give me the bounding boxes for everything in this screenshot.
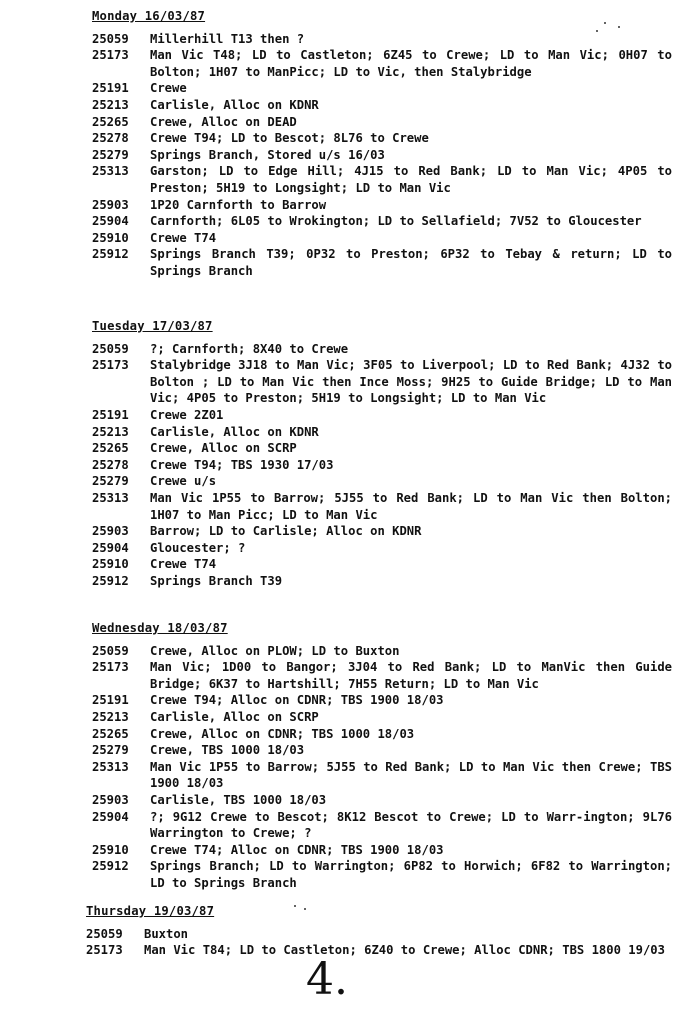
movement-text: Crewe, Alloc on DEAD (150, 114, 297, 129)
list-item (92, 556, 672, 573)
movement-text: Carlisle, TBS 1000 18/03 (150, 792, 327, 807)
list-item (92, 792, 672, 809)
list-item (92, 147, 672, 164)
list-item (92, 457, 672, 474)
movement-text: Crewe T74; Alloc on CDNR; TBS 1900 18/03 (150, 842, 444, 857)
list-item (92, 523, 672, 540)
list-item (92, 742, 672, 759)
movement-text: Crewe T94; TBS 1930 17/03 (150, 457, 334, 472)
movement-text: Buxton (144, 926, 189, 941)
list-item (92, 163, 672, 196)
loco-number: 25213 (92, 97, 129, 112)
list-item (92, 424, 672, 441)
loco-number: 25173 (92, 660, 129, 675)
list-item (92, 692, 672, 709)
loco-number: 25191 (92, 693, 129, 708)
movement-text: Barrow; LD to Carlisle; Alloc on KDNR (150, 524, 422, 539)
movement-text: Carlisle, Alloc on KDNR (150, 424, 319, 439)
list-item (92, 114, 672, 131)
movement-text: Garston; LD to Edge Hill; 4J15 to Red Bank; LD to Man Vic; 4P05 to Preston; 5H19 to Longsight; LD to Man Vic (150, 164, 672, 195)
list-item (92, 540, 672, 557)
day-heading: Monday 16/03/87 (92, 9, 206, 23)
loco-number: 25903 (92, 197, 129, 212)
list-item (86, 926, 666, 943)
loco-number: 25059 (92, 31, 129, 46)
loco-number: 25912 (92, 247, 129, 262)
day-heading: Tuesday 17/03/87 (92, 319, 213, 333)
movement-text: Man Vic T48; LD to Castleton; 6Z45 to Crewe; LD to Man Vic; 0H07 to Bolton; 1H07 to ManPicc; LD to Vic, then Stalybridge (150, 48, 672, 79)
list-item (92, 709, 672, 726)
loco-number: 25910 (92, 557, 129, 572)
day-section-tuesday (92, 318, 672, 590)
movement-text: Crewe, Alloc on CDNR; TBS 1000 18/03 (150, 726, 415, 741)
movement-text: Crewe T94; LD to Bescot; 8L76 to Crewe (150, 131, 429, 146)
loco-number: 25213 (92, 424, 129, 439)
movement-text: Crewe, TBS 1000 18/03 (150, 743, 305, 758)
scan-speck (596, 30, 598, 32)
loco-number: 25912 (92, 859, 129, 874)
loco-number: 25904 (92, 214, 129, 229)
movement-text: Crewe, Alloc on SCRP (150, 441, 297, 456)
loco-number: 25910 (92, 842, 129, 857)
movement-text: Crewe T74 (150, 557, 217, 572)
loco-number: 25313 (92, 164, 129, 179)
loco-number: 25059 (92, 643, 129, 658)
loco-number: 25173 (86, 943, 123, 958)
movement-text: Crewe 2Z01 (150, 407, 224, 422)
scan-speck (304, 908, 306, 910)
list-item (92, 197, 672, 214)
movement-text: Man Vic T84; LD to Castleton; 6Z40 to Crewe; Alloc CDNR; TBS 1800 19/03 (144, 943, 665, 958)
list-item (92, 230, 672, 247)
movement-text: Crewe T74 (150, 230, 217, 245)
list-item (92, 31, 672, 48)
list-item (92, 80, 672, 97)
list-item (92, 407, 672, 424)
day-section-wednesday (92, 620, 672, 892)
movement-text: Crewe (150, 81, 187, 96)
movement-text: 1P20 Carnforth to Barrow (150, 197, 327, 212)
list-item (92, 341, 672, 358)
loco-number: 25278 (92, 457, 129, 472)
page-number: 4. (306, 954, 348, 1005)
loco-number: 25265 (92, 726, 129, 741)
loco-number: 25910 (92, 230, 129, 245)
movement-text: Springs Branch T39 (150, 573, 283, 588)
loco-number: 25278 (92, 131, 129, 146)
list-item (92, 490, 672, 523)
scan-speck (604, 22, 606, 24)
movement-text: Carlisle, Alloc on SCRP (150, 709, 319, 724)
loco-number: 25213 (92, 709, 129, 724)
list-item (92, 473, 672, 490)
day-heading: Thursday 19/03/87 (86, 904, 215, 918)
loco-number: 25173 (92, 48, 129, 63)
scan-speck (294, 905, 296, 907)
movement-text: Gloucester; ? (150, 540, 246, 555)
list-item (92, 659, 672, 692)
movement-text: ?; Carnforth; 8X40 to Crewe (150, 341, 349, 356)
day-heading: Wednesday 18/03/87 (92, 621, 228, 635)
movement-text: ?; 9G12 Crewe to Bescot; 8K12 Bescot to Crewe; LD to Warr-ington; 9L76 Warrington to Crewe; ? (150, 809, 672, 841)
loco-number: 25191 (92, 407, 129, 422)
list-item (92, 726, 672, 743)
list-item (92, 573, 672, 590)
loco-number: 25903 (92, 792, 129, 807)
list-item (92, 357, 672, 407)
movement-text: Stalybridge 3J18 to Man Vic; 3F05 to Liverpool; LD to Red Bank; 4J32 to Bolton ; LD to Man Vic then Ince Moss; 9H25 to Guide Bridge; LD to Man Vic; 4P05 to Preston; 5H19 to Longsight; LD to Man Vic (150, 358, 672, 406)
loco-number: 25904 (92, 540, 129, 555)
loco-number: 25279 (92, 743, 129, 758)
list-item (92, 130, 672, 147)
loco-number: 25059 (92, 341, 129, 356)
movement-text: Springs Branch; LD to Warrington; 6P82 to Horwich; 6F82 to Warrington; LD to Springs Branch (150, 859, 672, 890)
loco-number: 25265 (92, 441, 129, 456)
list-item (92, 47, 672, 80)
list-item (92, 842, 672, 859)
loco-number: 25313 (92, 490, 129, 505)
list-item (92, 759, 672, 792)
day-section-thursday (86, 903, 666, 959)
loco-number: 25173 (92, 358, 129, 373)
movement-text: Man Vic; 1D00 to Bangor; 3J04 to Red Bank; LD to ManVic then Guide Bridge; 6K37 to Hartshill; 7H55 Return; LD to Man Vic (150, 660, 672, 691)
day-section-monday (92, 8, 672, 280)
loco-number: 25904 (92, 809, 129, 824)
movement-text: Springs Branch T39; 0P32 to Preston; 6P32 to Tebay & return; LD to Springs Branch (150, 247, 672, 278)
movement-text: Springs Branch, Stored u/s 16/03 (150, 147, 385, 162)
loco-number: 25903 (92, 524, 129, 539)
movement-text: Crewe, Alloc on PLOW; LD to Buxton (150, 643, 400, 658)
movement-text: Man Vic 1P55 to Barrow; 5J55 to Red Bank; LD to Man Vic then Bolton; 1H07 to Man Picc; LD to Man Vic (150, 490, 672, 522)
list-item (86, 942, 666, 959)
list-item (92, 246, 672, 279)
loco-number: 25912 (92, 573, 129, 588)
loco-number: 25279 (92, 474, 129, 489)
loco-number: 25265 (92, 114, 129, 129)
scan-speck (618, 26, 620, 28)
loco-number: 25059 (86, 926, 123, 941)
loco-number: 25279 (92, 147, 129, 162)
list-item (92, 643, 672, 660)
movement-text: Crewe u/s (150, 474, 217, 489)
list-item (92, 809, 672, 842)
list-item (92, 858, 672, 891)
movement-text: Carnforth; 6L05 to Wrokington; LD to Sellafield; 7V52 to Gloucester (150, 214, 642, 229)
list-item (92, 440, 672, 457)
loco-number: 25313 (92, 759, 129, 774)
movement-text: Carlisle, Alloc on KDNR (150, 97, 319, 112)
movement-text: Millerhill T13 then ? (150, 31, 305, 46)
movement-text: Man Vic 1P55 to Barrow; 5J55 to Red Bank; LD to Man Vic then Crewe; TBS 1900 18/03 (150, 759, 672, 791)
loco-number: 25191 (92, 81, 129, 96)
list-item (92, 97, 672, 114)
list-item (92, 213, 672, 230)
movement-text: Crewe T94; Alloc on CDNR; TBS 1900 18/03 (150, 693, 444, 708)
